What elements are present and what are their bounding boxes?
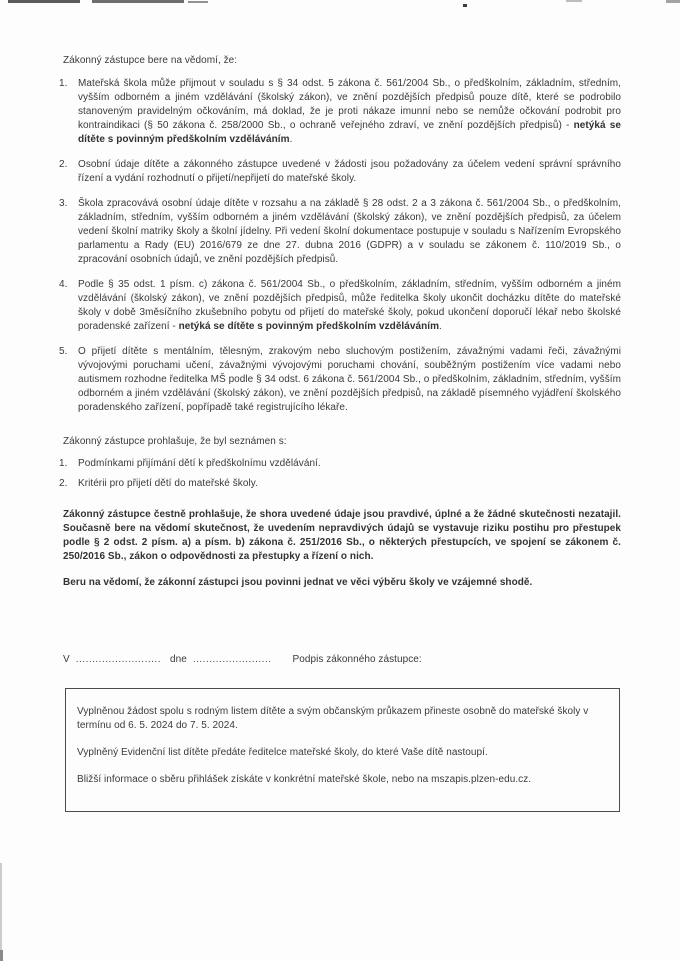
acknowledgement-item-5: [59, 345, 621, 415]
item-number: 5.: [59, 346, 68, 357]
item-number: 2.: [59, 478, 68, 489]
honesty-statement-paragraph: Zákonný zástupce čestně prohlašuje, že shora uvedené údaje jsou pravdivé, úplné a že žádné skutečnosti nezatajil. Současně bere na vědomí skutečnost, že uvedením nepravdivých údajů se vystavuje riziku postihu pro přestupek podle § 2 odst. 2 písm. a) a písm. b) zákona č. 251/2016 Sb., o některých přestupcích, ve spojení se zákonem č. 250/2016 Sb., zákon o odpovědnosti za přestupky a řízení o nich.: [63, 509, 621, 562]
signature-label: Podpis zákonného zástupce:: [292, 654, 422, 665]
item-text: Podmínkami přijímání dětí k předškolnímu vzdělávání.: [78, 458, 321, 469]
item-number: 1.: [59, 78, 68, 89]
acknowledgement-item-2: [59, 158, 621, 186]
place-fill-dots: ..........................: [75, 654, 161, 665]
scan-smudge-artifact: [566, 0, 582, 2]
scan-smudge-artifact: [188, 1, 208, 3]
bold-emphasis: netýká se dítěte s povinným předškolním vzděláváním: [78, 120, 621, 145]
declaration-item-1: [59, 457, 621, 471]
item-text-tail: .: [289, 134, 293, 145]
item-number: 3.: [59, 198, 68, 209]
acknowledgement-heading: Zákonný zástupce bere na vědomí, že:: [63, 55, 238, 66]
scan-speck-artifact: [463, 4, 467, 7]
info-paragraph-delivery: Vyplněnou žádost spolu s rodným listem dítěte a svým občanským průkazem přineste osobně do mateřské školy v termínu od 6. 5. 2024 do 7. 5. 2024.: [77, 706, 589, 731]
place-label: V: [63, 654, 70, 665]
mutual-agreement-paragraph: Beru na vědomí, že zákonní zástupci jsou povinni jednat ve věci výběru školy ve vzájemné shodě.: [63, 577, 533, 588]
info-paragraph-more-info: Bližší informace o sběru přihlášek získáte v konkrétní mateřské škole, nebo na mszapis.plzen-edu.cz.: [77, 774, 532, 785]
acknowledgement-item-4: [59, 278, 621, 334]
date-label: dne: [169, 654, 187, 665]
item-text: O přijetí dítěte s mentálním, tělesným, zrakovým nebo sluchovým postižením, závažnými vadami řeči, závažnými vývojovými poruchami učení, závažnými vývojovými poruchami chování, souběžným postižením více vadami nebo autismem rozhodne ředitelka MŠ podle § 34 odst. 6 zákona č. 561/2004 Sb., o předškolním, základním, středním, vyšším odborném a jiném vzdělávání (školský zákon), ve znění pozdějších předpisů, na základě písemného vyjádření školského poradenského zařízení, popřípadě také registrujícího lékaře.: [78, 346, 621, 413]
declaration-item-2: [59, 477, 621, 491]
bold-emphasis: netýká se dítěte s povinným předškolním vzděláváním: [178, 321, 440, 332]
acknowledgement-list: [59, 77, 621, 415]
item-text-tail: .: [439, 321, 442, 332]
item-text: Podle § 35 odst. 1 písm. c) zákona č. 561/2004 Sb., o předškolním, základním, středním, vyšším odborném a jiném vzdělávání (školský zákon), ve znění pozdějších předpisů, může ředitelka školy ukončit docházku dítěte do mateřské školy v době 3měsíčního zkušebního pobytu od přijetí do mateřské školy, pokud ukončení doporučí lékař nebo školské poradenské zařízení -: [78, 279, 621, 332]
scan-smudge-artifact: [92, 0, 184, 3]
scan-smudge-artifact: [666, 0, 680, 3]
submission-info-box: [65, 688, 620, 812]
item-text: Osobní údaje dítěte a zákonného zástupce uvedené v žádosti jsou požadovány za účelem vedení správní správního řízení a vydání rozhodnutí o přijetí/nepřijetí do mateřské školy.: [78, 159, 621, 184]
info-paragraph-evidence-sheet: Vyplněný Evidenční list dítěte předáte ředitelce mateřské školy, do které Vaše dítě nastoupí.: [77, 747, 488, 758]
item-number: 4.: [59, 279, 68, 290]
item-text: Kritérii pro přijetí dětí do mateřské školy.: [78, 478, 258, 489]
item-number: 1.: [59, 458, 68, 469]
scan-edge-mark-artifact: [0, 950, 3, 961]
date-fill-dots: ........................: [192, 654, 272, 665]
item-text: Mateřská škola může přijmout v souladu s § 34 odst. 5 zákona č. 561/2004 Sb., o předškolním, základním, středním, vyšším odborném a jiném vzdělávání (školský zákon), ve znění pozdějších předpisů pouze dítě, které se podrobilo stanoveným pravidelným očkováním, má doklad, že je proti nákaze imunní nebo se nemůže očkování podrobit pro kontraindikaci (§ 50 zákona č. 258/2000 Sb., o ochraně veřejného zdraví, ve znění pozdějších předpisů) -: [78, 78, 621, 131]
item-text: Škola zpracovává osobní údaje dítěte v rozsahu a na základě § 28 odst. 2 a 3 zákona č. 561/2004 Sb., o předškolním, základním, středním, vyšším odborném a jiném vzdělávání (školský zákon), ve znění pozdějších předpisů, za účelem vedení školní matriky školy a školní jídelny. Při vedení školní dokumentace postupuje v souladu s Nařízením Evropského parlamentu a Rady (EU) 2016/679 ze dne 27. dubna 2016 (GDPR) a v souladu se zákonem č. 110/2019 Sb., o zpracování osobních údajů, ve znění pozdějších předpisů.: [78, 198, 621, 265]
signature-row: [63, 653, 621, 667]
acknowledgement-item-3: [59, 197, 621, 267]
declaration-list: [59, 457, 621, 491]
declaration-heading: Zákonný zástupce prohlašuje, že byl seznámen s:: [63, 436, 287, 447]
scan-edge-line-artifact: [0, 863, 2, 961]
document-body: [59, 54, 621, 812]
item-number: 2.: [59, 159, 68, 170]
acknowledgement-item-1: [59, 77, 621, 147]
scan-smudge-artifact: [8, 0, 80, 3]
